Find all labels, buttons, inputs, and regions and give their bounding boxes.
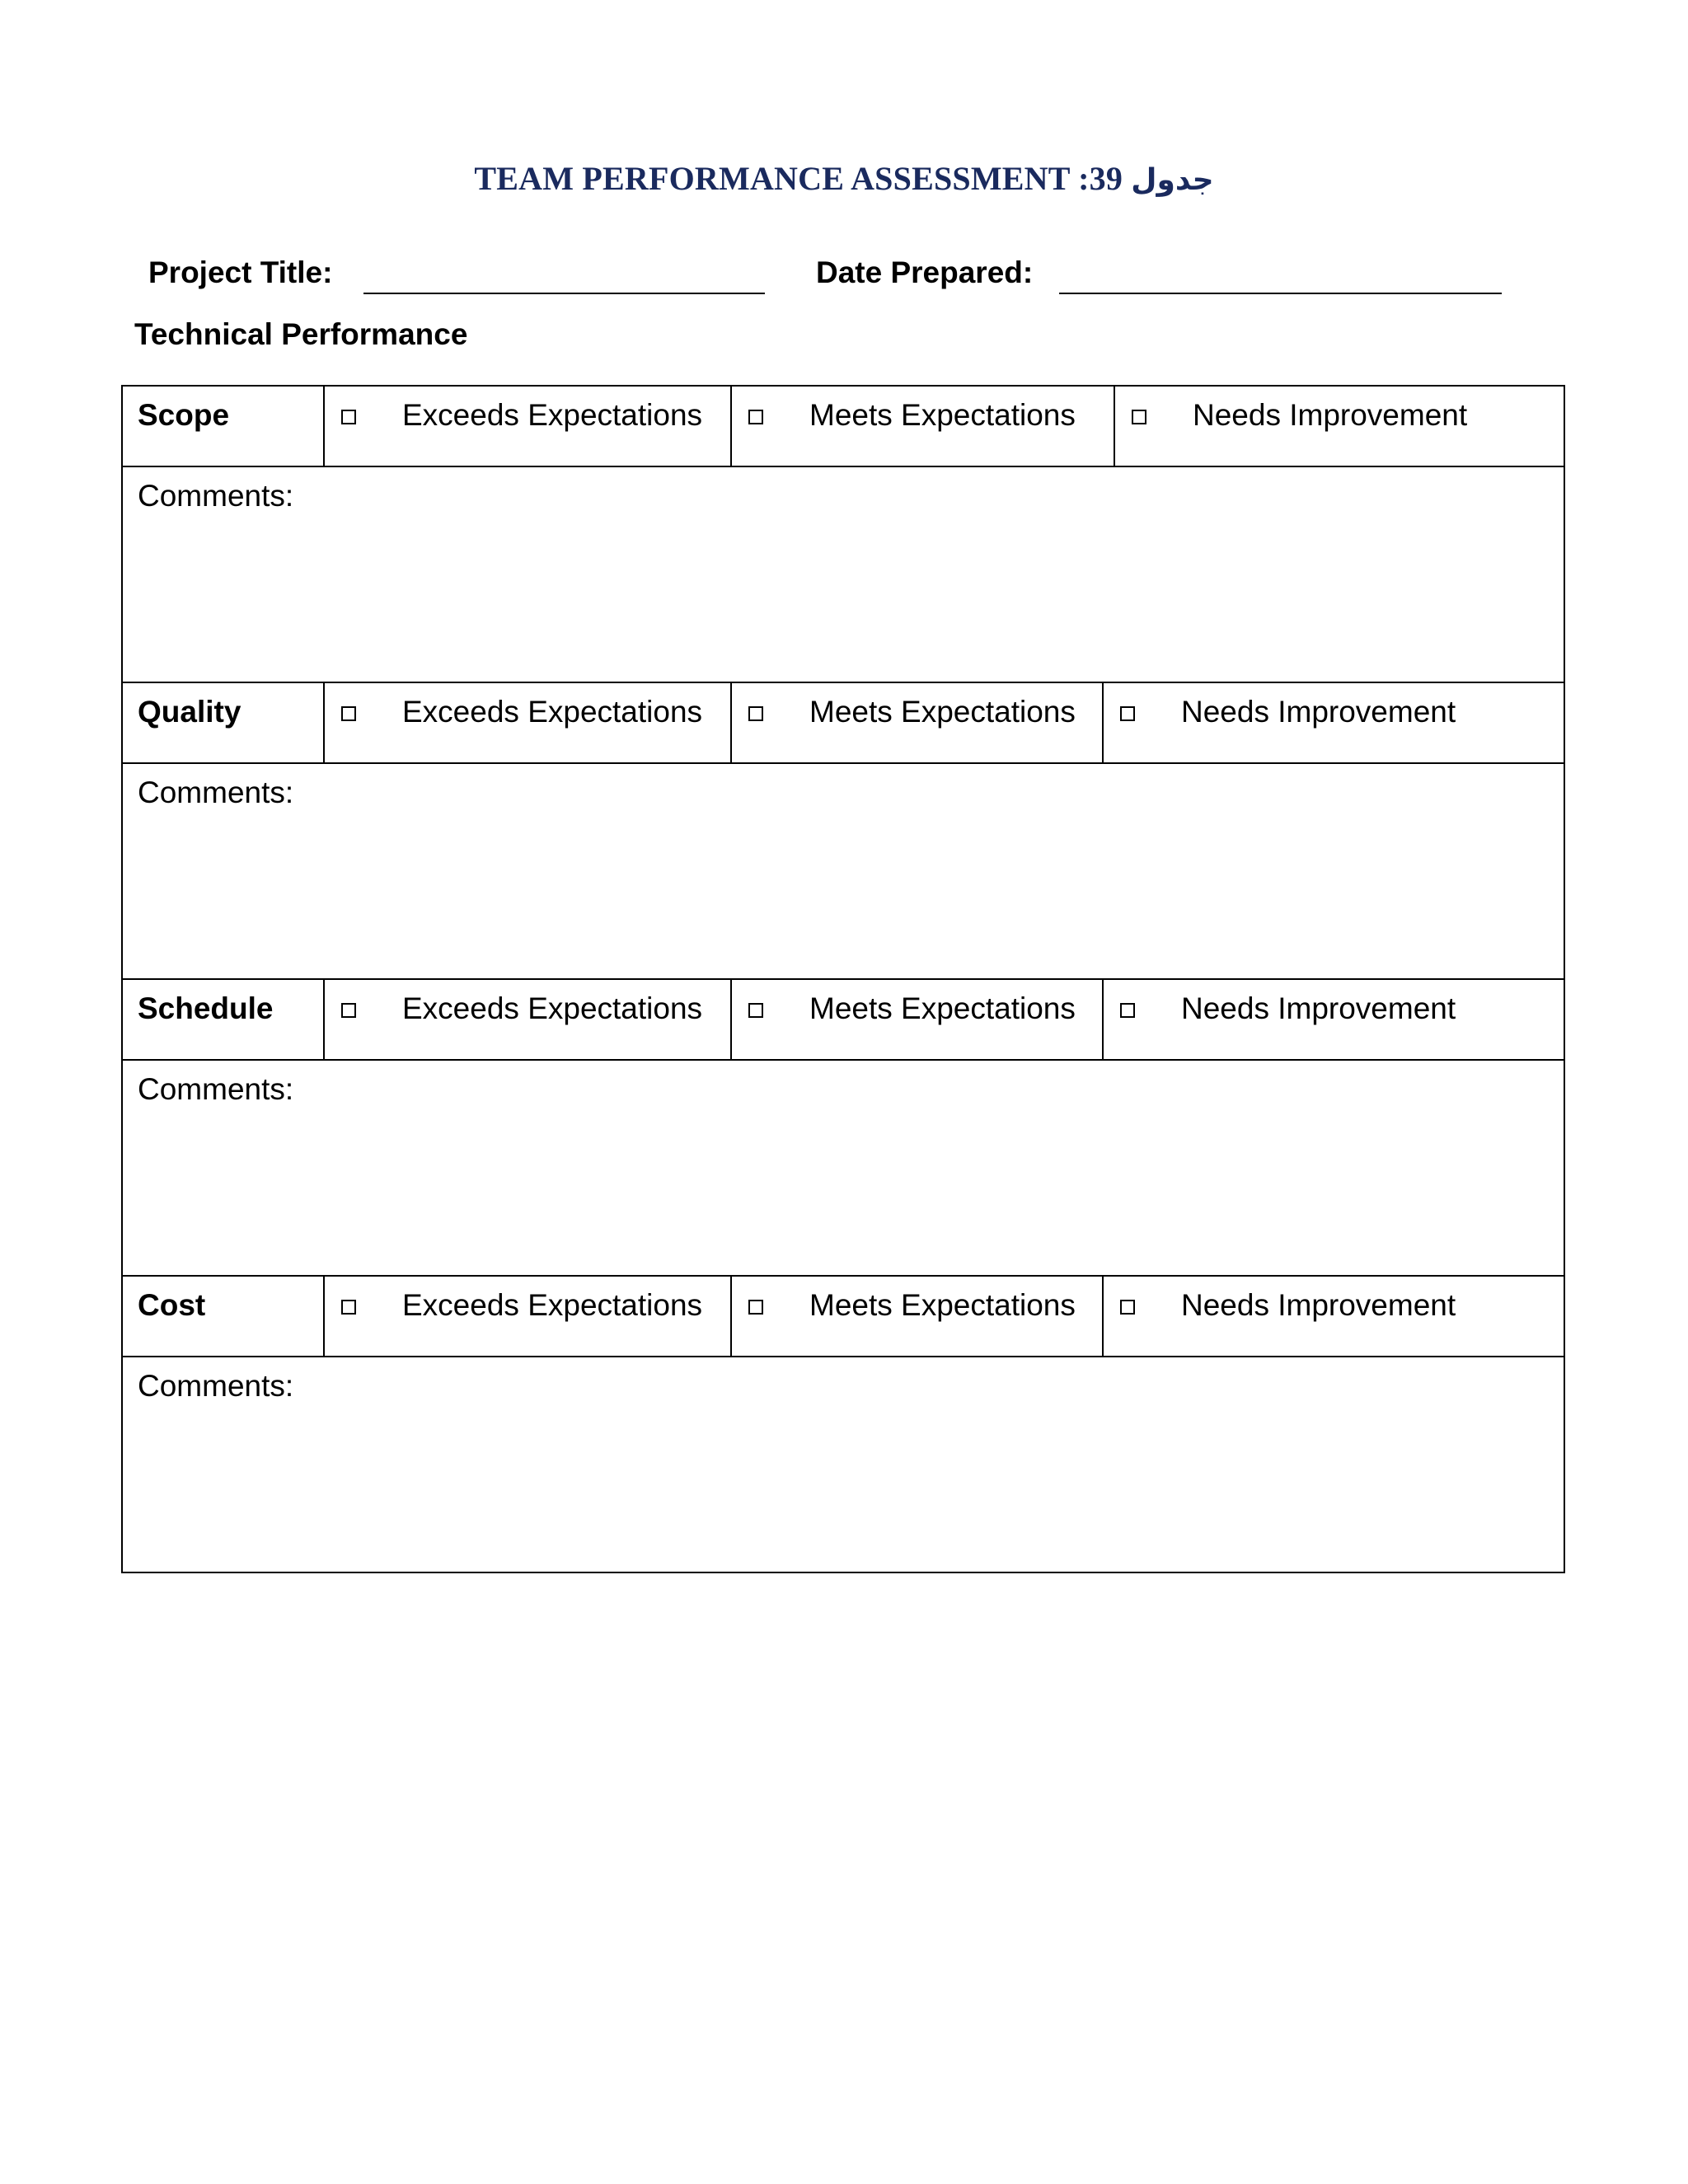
rating-row-schedule <box>123 980 1565 1061</box>
checkbox-icon[interactable] <box>748 410 763 424</box>
option-meets[interactable] <box>730 980 1102 1059</box>
project-title-field[interactable] <box>363 293 765 294</box>
criterion-cell <box>123 980 323 1059</box>
option-exceeds[interactable] <box>323 1277 730 1356</box>
option-exceeds[interactable] <box>323 683 730 762</box>
rating-row-scope <box>123 387 1565 467</box>
criterion-cell <box>123 1277 323 1356</box>
comments-label: Comments: <box>138 1369 294 1403</box>
option-label: Exceeds Expectations <box>402 695 703 729</box>
option-label: Needs Improvement <box>1181 1288 1456 1322</box>
criterion-cell <box>123 387 323 466</box>
comments-label: Comments: <box>138 1072 294 1106</box>
checkbox-icon[interactable] <box>748 706 763 721</box>
rating-row-cost <box>123 1277 1565 1357</box>
option-label: Meets Expectations <box>809 398 1076 432</box>
checkbox-icon[interactable] <box>748 1003 763 1018</box>
section-heading: Technical Performance <box>134 317 468 351</box>
date-prepared-field[interactable] <box>1059 293 1502 294</box>
option-label: Needs Improvement <box>1181 991 1456 1025</box>
option-needs[interactable] <box>1102 1277 1565 1356</box>
criterion-cell <box>123 683 323 762</box>
option-label: Meets Expectations <box>809 1288 1076 1322</box>
checkbox-icon[interactable] <box>1120 1300 1135 1315</box>
comments-box-cost[interactable] <box>123 1357 1565 1573</box>
checkbox-icon[interactable] <box>341 1300 356 1315</box>
option-exceeds[interactable] <box>323 387 730 466</box>
checkbox-icon[interactable] <box>341 706 356 721</box>
option-meets[interactable] <box>730 387 1114 466</box>
option-needs[interactable] <box>1102 980 1565 1059</box>
comments-label: Comments: <box>138 479 294 513</box>
comments-label: Comments: <box>138 776 294 809</box>
checkbox-icon[interactable] <box>341 410 356 424</box>
project-title-label: Project Title: <box>148 255 333 289</box>
title-arabic-text: جدول <box>1131 163 1214 197</box>
criterion-label: Quality <box>138 695 241 729</box>
criterion-label: Cost <box>138 1288 206 1322</box>
option-label: Exceeds Expectations <box>402 991 703 1025</box>
comments-box-scope[interactable] <box>123 467 1565 683</box>
checkbox-icon[interactable] <box>1120 706 1135 721</box>
option-label: Needs Improvement <box>1181 695 1456 729</box>
option-needs[interactable] <box>1114 387 1565 466</box>
option-needs[interactable] <box>1102 683 1565 762</box>
date-prepared-label: Date Prepared: <box>816 255 1034 289</box>
comments-box-schedule[interactable] <box>123 1061 1565 1277</box>
checkbox-icon[interactable] <box>1120 1003 1135 1018</box>
comments-box-quality[interactable] <box>123 764 1565 980</box>
option-meets[interactable] <box>730 1277 1102 1356</box>
header-fields <box>0 255 1688 297</box>
checkbox-icon[interactable] <box>1132 410 1146 424</box>
assessment-table <box>121 385 1565 1573</box>
option-label: Meets Expectations <box>809 991 1076 1025</box>
rating-row-quality <box>123 683 1565 764</box>
option-meets[interactable] <box>730 683 1102 762</box>
option-label: Exceeds Expectations <box>402 398 703 432</box>
title-text: TEAM PERFORMANCE ASSESSMENT :39 <box>474 160 1123 197</box>
checkbox-icon[interactable] <box>748 1300 763 1315</box>
page-title <box>0 159 1688 198</box>
option-label: Needs Improvement <box>1193 398 1468 432</box>
checkbox-icon[interactable] <box>341 1003 356 1018</box>
criterion-label: Scope <box>138 398 230 432</box>
option-exceeds[interactable] <box>323 980 730 1059</box>
option-label: Exceeds Expectations <box>402 1288 703 1322</box>
criterion-label: Schedule <box>138 991 274 1025</box>
option-label: Meets Expectations <box>809 695 1076 729</box>
